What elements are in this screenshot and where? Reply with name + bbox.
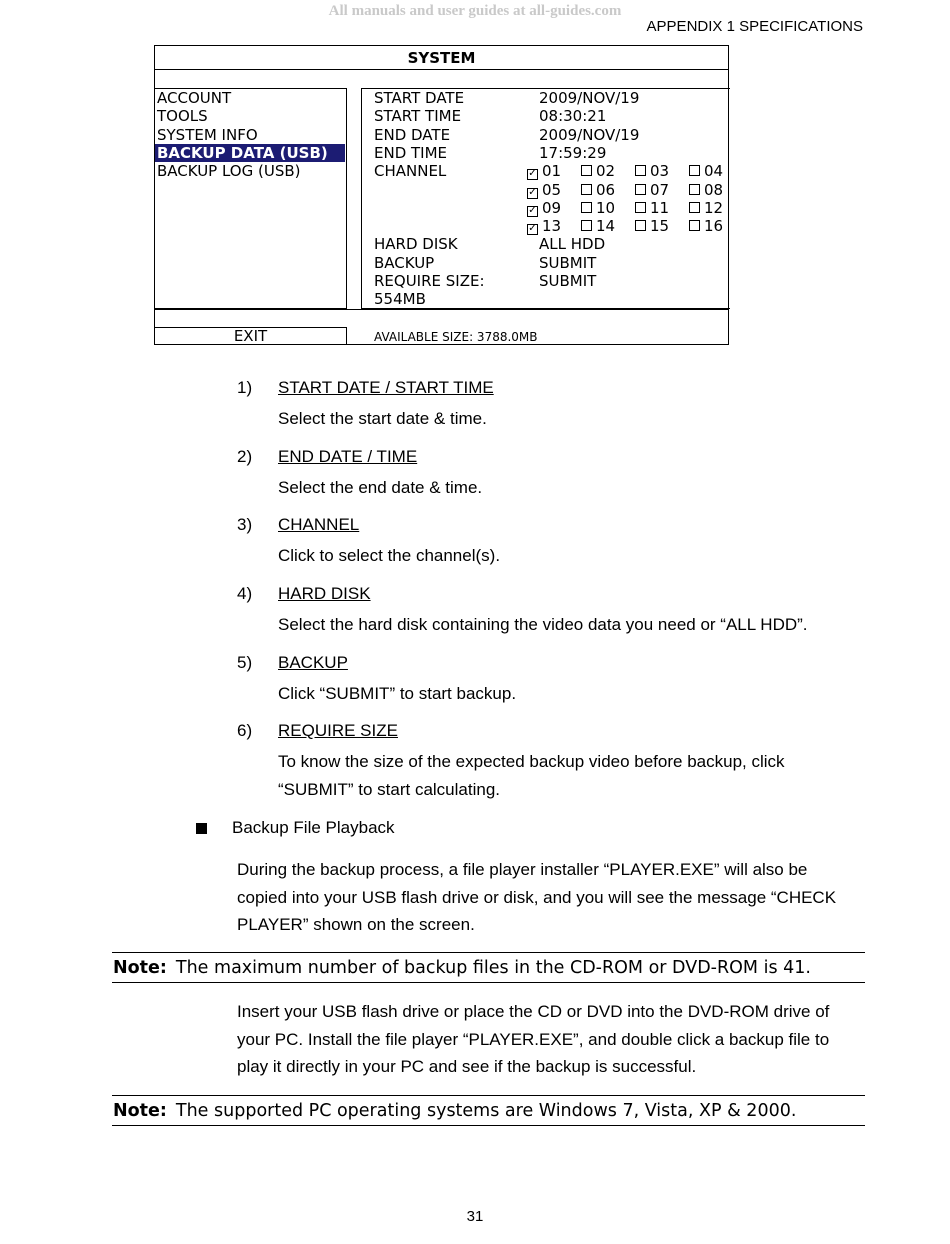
item-heading: HARD DISK (278, 584, 371, 603)
menu-item-tools[interactable]: TOOLS (157, 107, 208, 126)
channel-number: 14 (596, 217, 616, 236)
menu-item-account[interactable]: ACCOUNT (157, 89, 232, 107)
start-time-value[interactable]: 08:30:21 (539, 107, 607, 126)
item-number: 2) (237, 447, 253, 466)
channel-checkbox-11[interactable] (635, 199, 669, 217)
divider (155, 309, 728, 310)
unchecked-box-icon (689, 220, 700, 231)
backup-label: BACKUP (374, 253, 435, 272)
item-description: To know the size of the expected backup video before backup, click “SUBMIT” to start calculating. (278, 752, 785, 799)
item-heading: REQUIRE SIZE (278, 721, 398, 740)
channel-number: 05 (542, 180, 562, 199)
item-heading: BACKUP (278, 653, 348, 672)
item-heading: CHANNEL (278, 515, 360, 534)
channel-checkbox-13[interactable] (527, 217, 561, 235)
channel-checkbox-04[interactable] (689, 162, 723, 180)
unchecked-box-icon (581, 165, 592, 176)
require-size-submit-button[interactable]: SUBMIT (539, 272, 597, 290)
osd-menu (155, 88, 347, 309)
note-text: The maximum number of backup files in the CD-ROM or DVD-ROM is 41. (175, 958, 811, 978)
unchecked-box-icon (581, 184, 592, 195)
unchecked-box-icon (635, 184, 646, 195)
require-size-result: 554MB (374, 290, 426, 309)
channel-checkbox-15[interactable] (635, 217, 669, 235)
channel-checkbox-02[interactable] (581, 162, 615, 180)
paragraph: During the backup process, a file player installer “PLAYER.EXE” will also be copied into your USB flash drive or disk, and you will see the message “CHECK PLAYER” shown on the screen. (237, 860, 837, 934)
channel-number: 12 (704, 198, 724, 217)
backup-submit-button[interactable]: SUBMIT (539, 253, 597, 272)
menu-item-system-info[interactable]: SYSTEM INFO (157, 125, 258, 144)
channel-number: 07 (650, 180, 670, 199)
start-time-label: START TIME (374, 107, 462, 126)
end-time-value[interactable]: 17:59:29 (539, 143, 607, 162)
channel-checkbox-01[interactable] (527, 162, 561, 180)
end-date-value[interactable]: 2009/NOV/19 (539, 125, 640, 144)
note-label: Note: (113, 1101, 167, 1121)
unchecked-box-icon (689, 165, 700, 176)
channel-number: 01 (542, 162, 562, 181)
start-date-value[interactable]: 2009/NOV/19 (539, 89, 640, 107)
available-size: AVAILABLE SIZE: 3788.0MB (374, 330, 538, 344)
channel-checkbox-16[interactable] (689, 217, 723, 235)
checked-box-icon: ✓ (528, 186, 537, 198)
unchecked-box-icon (689, 202, 700, 213)
note-label: Note: (113, 958, 167, 978)
item-number: 5) (237, 653, 253, 672)
require-size-label: REQUIRE SIZE: (374, 272, 485, 290)
hard-disk-label: HARD DISK (374, 235, 458, 254)
channel-checkbox-07[interactable] (635, 181, 669, 199)
channel-number: 06 (596, 180, 616, 199)
channel-number: 15 (650, 217, 670, 236)
unchecked-box-icon (635, 165, 646, 176)
checked-box-icon: ✓ (528, 223, 537, 235)
start-date-label: START DATE (374, 89, 465, 107)
unchecked-box-icon (635, 220, 646, 231)
note-text: The supported PC operating systems are Windows 7, Vista, XP & 2000. (175, 1101, 797, 1121)
osd-title: SYSTEM (155, 46, 728, 70)
paragraph: Insert your USB flash drive or place the CD or DVD into the DVD-ROM drive of your PC. Install the file player “PLAYER.EXE”, and double click a backup file to play it directly in your PC and see if the backup is successful. (237, 1002, 830, 1076)
page-number: 31 (466, 1208, 484, 1225)
note-box (112, 1095, 865, 1126)
channel-number: 09 (542, 198, 562, 217)
channel-number: 11 (650, 198, 670, 217)
channel-checkbox-05[interactable] (527, 181, 561, 199)
channel-checkbox-14[interactable] (581, 217, 615, 235)
item-heading: START DATE / START TIME (278, 378, 494, 397)
channel-number: 10 (596, 198, 616, 217)
watermark: All manuals and user guides at all-guides.com (328, 3, 622, 19)
item-description: Select the start date & time. (278, 409, 487, 428)
channel-number: 13 (542, 217, 562, 236)
channel-number: 16 (704, 217, 724, 236)
backup-settings-panel (361, 88, 730, 309)
channel-label: CHANNEL (374, 162, 447, 181)
item-number: 1) (237, 378, 253, 397)
unchecked-box-icon (689, 184, 700, 195)
unchecked-box-icon (635, 202, 646, 213)
unchecked-box-icon (581, 202, 592, 213)
checked-box-icon: ✓ (528, 168, 537, 180)
system-osd-screen (154, 45, 729, 345)
checked-box-icon: ✓ (528, 204, 537, 216)
channel-number: 08 (704, 180, 724, 199)
channel-checkbox-09[interactable] (527, 199, 561, 217)
channel-checkbox-03[interactable] (635, 162, 669, 180)
exit-button[interactable]: EXIT (155, 327, 347, 345)
channel-number: 03 (650, 162, 670, 181)
item-number: 6) (237, 721, 253, 740)
channel-checkbox-10[interactable] (581, 199, 615, 217)
menu-item-backup-log-usb[interactable]: BACKUP LOG (USB) (157, 162, 301, 181)
channel-checkbox-12[interactable] (689, 199, 723, 217)
item-number: 4) (237, 584, 253, 603)
menu-item-backup-data-usb[interactable]: BACKUP DATA (USB) (155, 144, 345, 162)
item-description: Select the hard disk containing the video data you need or “ALL HDD”. (278, 615, 808, 634)
item-description: Select the end date & time. (278, 478, 483, 497)
item-description: Click to select the channel(s). (278, 546, 501, 565)
square-bullet-icon (196, 823, 207, 834)
channel-checkbox-06[interactable] (581, 181, 615, 199)
item-number: 3) (237, 515, 253, 534)
item-heading: END DATE / TIME (278, 447, 418, 466)
channel-checkbox-08[interactable] (689, 181, 723, 199)
hard-disk-value[interactable]: ALL HDD (539, 235, 606, 254)
end-time-label: END TIME (374, 143, 448, 162)
section-header: APPENDIX 1 SPECIFICATIONS (646, 18, 863, 35)
channel-number: 04 (704, 162, 724, 181)
end-date-label: END DATE (374, 125, 451, 144)
unchecked-box-icon (581, 220, 592, 231)
channel-number: 02 (596, 162, 616, 181)
note-box (112, 952, 865, 983)
item-description: Click “SUBMIT” to start backup. (278, 684, 517, 703)
